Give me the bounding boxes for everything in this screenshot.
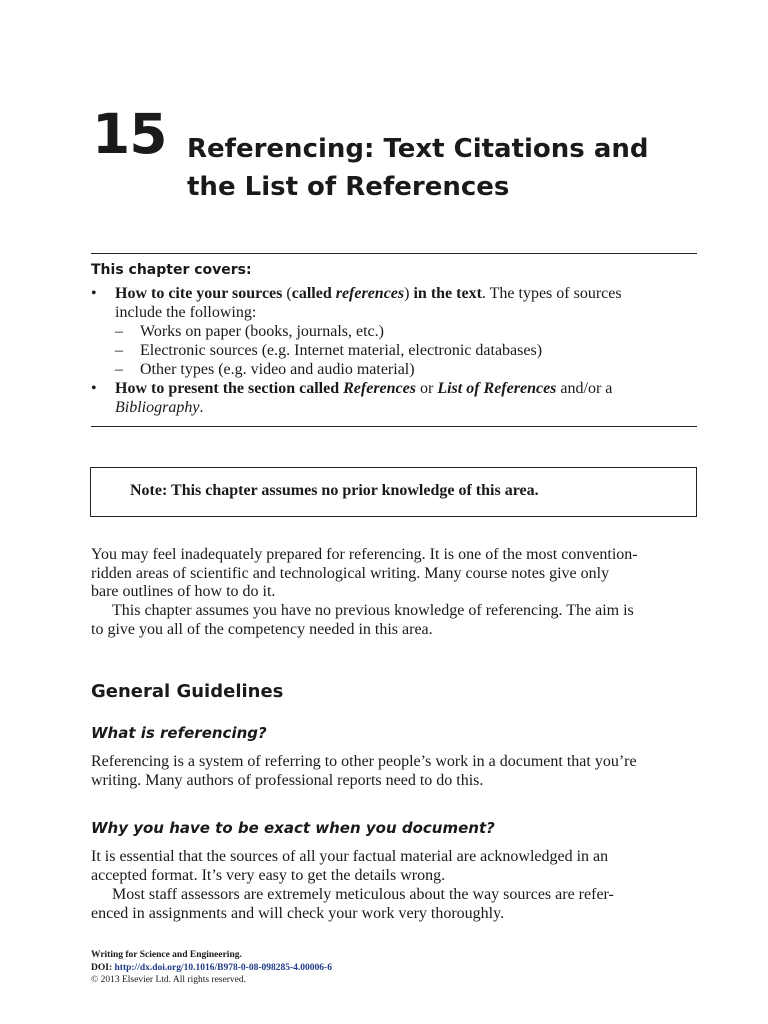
chapter-title-line1: Referencing: Text Citations and <box>187 134 649 164</box>
bullet-dot: • <box>91 380 97 397</box>
bullet-dot: • <box>91 285 97 302</box>
covers-heading: This chapter covers: <box>91 262 252 278</box>
subheading-why: Why you have to be exact when you document? <box>91 819 495 837</box>
covers-bullet-cite <box>91 284 697 322</box>
subheading-what: What is referencing? <box>91 724 267 742</box>
chapter-title <box>187 130 707 206</box>
covers-subitem: – Works on paper (books, journals, etc.) <box>115 323 384 340</box>
text-line: Most staff assessors are extremely meticulous about the way sources are refer- <box>112 886 614 903</box>
text-line: ridden areas of scientific and technological writing. Many course notes give only <box>91 564 610 582</box>
why-paragraph-2 <box>91 886 697 923</box>
covers-subitem: – Other types (e.g. video and audio material) <box>115 361 415 378</box>
text-line: enced in assignments and will check your work very thoroughly. <box>91 904 505 922</box>
bottom-rule <box>91 426 697 427</box>
text-line: writing. Many authors of professional reports need to do this. <box>91 771 484 789</box>
footer-doi: DOI: http://dx.doi.org/10.1016/B978-0-08-098285-4.00006-6 <box>91 962 332 973</box>
covers-bullet-cite-line1: How to cite your sources (called references) in the text. The types of sources <box>115 285 622 302</box>
intro-paragraph-1 <box>91 546 697 602</box>
text-line: You may feel inadequately prepared for referencing. It is one of the most convention- <box>91 546 638 563</box>
footer-copyright: © 2013 Elsevier Ltd. All rights reserved. <box>91 975 246 985</box>
text-line: accepted format. It’s very easy to get the details wrong. <box>91 866 446 884</box>
text-line: This chapter assumes you have no previous knowledge of referencing. The aim is <box>112 602 634 619</box>
covers-subitem: – Electronic sources (e.g. Internet material, electronic databases) <box>115 342 543 359</box>
covers-bullet-present <box>91 379 697 417</box>
top-rule <box>91 253 697 254</box>
note-box <box>90 467 697 517</box>
covers-bullet-present-line2: Bibliography. <box>115 399 204 416</box>
why-paragraph-1 <box>91 848 697 885</box>
covers-list <box>91 284 697 417</box>
text-line: bare outlines of how to do it. <box>91 583 276 600</box>
doi-link[interactable]: http://dx.doi.org/10.1016/B978-0-08-098285-4.00006-6 <box>114 962 332 973</box>
covers-bullet-cite-line2: include the following: <box>115 304 257 321</box>
covers-bullet-present-line1: How to present the section called References or List of References and/or a <box>115 380 613 397</box>
text-line: to give you all of the competency needed in this area. <box>91 620 433 638</box>
text-line: Referencing is a system of referring to other people’s work in a document that you’re <box>91 753 637 770</box>
section-heading: General Guidelines <box>91 681 284 702</box>
footer-source: Writing for Science and Engineering. <box>91 950 242 960</box>
chapter-title-line2: the List of References <box>187 172 510 202</box>
intro-paragraph-2 <box>91 602 697 639</box>
chapter-number: 15 <box>92 102 167 166</box>
text-line: It is essential that the sources of all your factual material are acknowledged in an <box>91 848 609 865</box>
page-footer <box>91 949 332 987</box>
note-text: Note: This chapter assumes no prior knowledge of this area. <box>130 482 539 499</box>
what-paragraph <box>91 753 697 790</box>
